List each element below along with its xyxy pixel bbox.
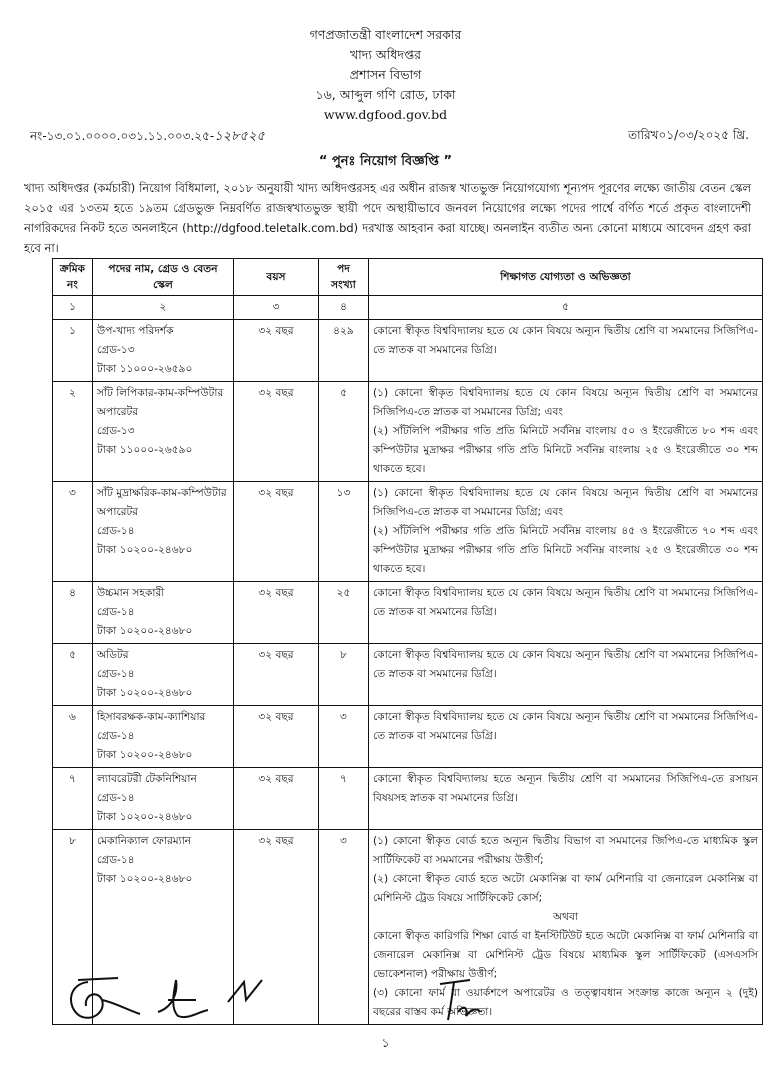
qualification-cell [369,582,763,644]
website: www.dgfood.gov.bd [323,107,448,122]
post-count-cell: ৫ [319,382,369,482]
qualification-line: (১) কোনো স্বীকৃত বিশ্ববিদ্যালয় হতে যে কোন বিষয়ে অন্যূন দ্বিতীয় শ্রেণি বা সমমানের সিজিপিএ-তে স্নাতক বা সমমানের ডিগ্রি; এবং [373,487,758,518]
age-cell: ৩২ বছর [234,644,319,706]
post-grade: গ্রেড-১৩ [97,425,135,437]
post-grade: গ্রেড-১৩ [97,344,135,356]
post-name: অডিটর [97,649,129,661]
age-cell: ৩২ বছর [234,482,319,582]
qualification-line: কোনো স্বীকৃত বিশ্ববিদ্যালয় হতে যে কোন বিষয়ে অন্যূন দ্বিতীয় শ্রেণি বা সমমানের সিজিপিএ-তে স্নাতক বা সমমানের ডিগ্রি। [373,711,758,742]
post-grade: গ্রেড-১৪ [97,730,135,742]
age-cell: ৩২ বছর [234,582,319,644]
post-cell [93,320,234,382]
table-row [53,382,763,482]
post-count-cell: ২৫ [319,582,369,644]
signature-2 [148,972,218,1027]
memo-handwritten-number: ১২৮৫২৫ [214,129,265,144]
post-count-cell: ৪২৯ [319,320,369,382]
qualification-line: কোনো স্বীকৃত বিশ্ববিদ্যালয় হতে অন্যূন দ্বিতীয় শ্রেণি বা সমমানের সিজিপিএ-তে রসায়ন বিষয়সহ স্নাতক বা সমমানের ডিগ্রি। [373,773,758,804]
post-cell [93,382,234,482]
post-name: মেকানিক্যাল ফোরম্যান [97,835,192,847]
post-cell [93,644,234,706]
serial-cell: ১ [53,320,93,382]
serial-cell: ৪ [53,582,93,644]
column-number-row [53,296,763,320]
post-cell [93,482,234,582]
post-pay-scale: টাকা ১০২০০-২৪৬৮০ [97,625,193,637]
post-count-cell: ৩ [319,706,369,768]
post-count-cell: ৩ [319,830,369,1025]
qualification-line: অথবা [552,911,578,923]
qualification-line: (২) সাঁটলিপি পরীক্ষার গতি প্রতি মিনিটে সর্বনিম্ন বাংলায় ৫০ ও ইংরেজীতে ৮০ শব্দ এবং কম্পিউটার মুদ্রাক্ষর পরীক্ষার গতি প্রতি মিনিটে সর্বনিম্ন বাংলায় ২৫ ও ইংরেজীতে ৩০ শব্দ থাকতে হবে। [373,425,758,475]
post-pay-scale: টাকা ১১০০০-২৬৫৯০ [97,363,193,375]
post-pay-scale: টাকা ১০২০০-২৪৬৮০ [97,687,193,699]
post-cell [93,768,234,830]
table-header-row [53,259,763,296]
col-header-post: পদের নাম, গ্রেড ও বেতন স্কেল [93,259,234,296]
qualification-cell [369,644,763,706]
post-name: সাঁট লিপিকার-কাম-কম্পিউটার অপারেটর [97,387,224,418]
col-number: ২ [93,296,234,320]
qualification-cell [369,382,763,482]
intro-paragraph: খাদ্য অধিদপ্তর (কর্মচারী) নিয়োগ বিধিমালা, ২০১৮ অনুযায়ী খাদ্য অধিদপ্তরসহ এর অধীন রাজস্ব খাতভুক্ত নিয়োগযোগ্য শূন্যপদ পূরণের লক্ষ্যে জাতীয় বেতন স্কেল ২০১৫ এর ১৩তম হতে ১৯তম গ্রেডভুক্ত নিম্নবর্ণিত রাজস্বখাতভুক্ত স্থায়ী পদে অস্থায়ীভাবে জনবল নিয়োগের লক্ষ্যে পদের পার্শ্বে বর্ণিত শর্তে প্রকৃত বাংলাদেশী নাগরিকদের নিকট হতে অনলাইনে (http://dgfood.teletalk.com.bd) দরখাস্ত আহবান করা যাচ্ছে। অনলাইন ব্যতীত অন্য কোনো মাধ্যমে আবেদন গ্রহণ করা হবে না। [24,181,751,255]
post-count-cell: ৮ [319,644,369,706]
post-count-cell: ১৩ [319,482,369,582]
vacancy-table [52,258,763,1025]
qualification-cell [369,482,763,582]
qualification-line: কোনো স্বীকৃত বিশ্ববিদ্যালয় হতে যে কোন বিষয়ে অন্যূন দ্বিতীয় শ্রেণি বা সমমানের সিজিপিএ-তে স্নাতক বা সমমানের ডিগ্রি। [373,325,758,356]
qualification-line: (৩) কোনো ফার্ম বা ওয়ার্কশপে অপারেটর ও তত্ত্বাবধান সংক্রান্ত কাজে অন্যূন ২ (দুই) বছরের বাস্তব কর্ম অভিজ্ঞতা। [373,987,758,1018]
qualification-cell [369,320,763,382]
serial-cell: ৩ [53,482,93,582]
post-name: সাঁট মুদ্রাক্ষরিক-কাম-কম্পিউটার অপারেটর [97,487,227,518]
table-row [53,706,763,768]
age-cell: ৩২ বছর [234,320,319,382]
post-pay-scale: টাকা ১০২০০-২৪৬৮০ [97,749,193,761]
post-name: উচ্চমান সহকারী [97,587,165,599]
age-cell: ৩২ বছর [234,382,319,482]
post-name: উপ-খাদ্য পরিদর্শক [97,325,174,337]
age-cell: ৩২ বছর [234,706,319,768]
col-header-qualification: শিক্ষাগত যোগ্যতা ও অভিজ্ঞতা [369,259,763,296]
post-pay-scale: টাকা ১০২০০-২৪৬৮০ [97,811,193,823]
table-row [53,768,763,830]
table-row [53,482,763,582]
post-pay-scale: টাকা ১১০০০-২৬৫৯০ [97,444,193,456]
notice-title: “ পুনঃ নিয়োগ বিজ্ঞপ্তি ” [318,154,453,169]
qualification-line: (১) কোনো স্বীকৃত বোর্ড হতে অন্যূন দ্বিতীয় বিভাগ বা সমমানের জিপিএ-তে মাধ্যমিক স্কুল সার্টিফিকেট বা সমমানের পরীক্ষায় উত্তীর্ণ; [373,835,758,866]
col-header-age: বয়স [234,259,319,296]
post-cell [93,582,234,644]
post-name: হিসাবরক্ষক-কাম-ক্যাশিয়ার [97,711,206,723]
col-header-count: পদ সংখ্যা [319,259,369,296]
post-grade: গ্রেড-১৪ [97,854,135,866]
post-pay-scale: টাকা ১০২০০-২৪৬৮০ [97,544,193,556]
post-grade: গ্রেড-১৪ [97,792,135,804]
post-grade: গ্রেড-১৪ [97,606,135,618]
post-grade: গ্রেড-১৪ [97,525,135,537]
date-prefix: তারিখ [628,128,659,142]
memo-number [30,127,265,148]
post-name: ল্যাবরেটরী টেকনিশিয়ান [97,773,197,785]
age-cell: ৩২ বছর [234,830,319,1025]
serial-cell: ৭ [53,768,93,830]
serial-cell: ৫ [53,644,93,706]
table-row [53,582,763,644]
qualification-line: কোনো স্বীকৃত কারিগরি শিক্ষা বোর্ড বা ইনস্টিটিউট হতে অটো মেকানিক্স বা ফার্ম মেশিনারি বা জেনারেল মেকানিক্স বা মেশিনিস্ট ট্রেড বিষয়ে মাধ্যমিক স্কুল সার্টিফিকেট (এসএসসি ভোকেশনাল) পরীক্ষায় উত্তীর্ণ; [373,930,758,980]
department-name: খাদ্য অধিদপ্তর [349,47,422,62]
qualification-cell [369,830,763,1025]
table-row [53,320,763,382]
post-count-cell: ৭ [319,768,369,830]
col-header-serial: ক্রমিক নং [53,259,93,296]
signature-1 [58,972,148,1027]
qualification-line: কোনো স্বীকৃত বিশ্ববিদ্যালয় হতে যে কোন বিষয়ে অন্যূন দ্বিতীয় শ্রেণি বা সমমানের সিজিপিএ-তে স্নাতক বা সমমানের ডিগ্রি। [373,649,758,680]
post-pay-scale: টাকা ১০২০০-২৪৬৮০ [97,873,193,885]
post-cell [93,706,234,768]
date-value: ০১/০৩/২০২৫ খ্রি. [658,128,749,142]
serial-cell: ৬ [53,706,93,768]
col-number: ১ [53,296,93,320]
qualification-cell [369,768,763,830]
qualification-cell [369,706,763,768]
table-body [53,320,763,1025]
qualification-line: (২) কোনো স্বীকৃত বোর্ড হতে অটো মেকানিক্স বা ফার্ম মেশিনারি বা জেনারেল মেকানিক্স বা মেশিনিস্ট ট্রেড বিষয়ে সার্টিফিকেট কোর্স; [373,873,758,904]
date [628,127,749,147]
signature-4 [430,972,490,1027]
table-row [53,644,763,706]
signature-3 [222,972,272,1012]
division-name: প্রশাসন বিভাগ [349,67,422,82]
qualification-line: (২) সাঁটলিপি পরীক্ষার গতি প্রতি মিনিটে সর্বনিম্ন বাংলায় ৪৫ ও ইংরেজীতে ৭০ শব্দ এবং কম্পিউটার মুদ্রাক্ষর পরীক্ষার গতি প্রতি মিনিটে সর্বনিম্ন বাংলায় ২৫ ও ইংরেজীতে ৩০ শব্দ থাকতে হবে। [373,525,758,575]
col-number: ৫ [369,296,763,320]
page-number: ১ [381,1036,390,1050]
age-cell: ৩২ বছর [234,768,319,830]
memo-prefix: নং-১৩.০১.০০০০.০৩১.১১.০০৩.২৫- [30,129,215,143]
address: ১৬, আব্দুল গণি রোড, ঢাকা [315,87,456,102]
qualification-line: কোনো স্বীকৃত বিশ্ববিদ্যালয় হতে যে কোন বিষয়ে অন্যূন দ্বিতীয় শ্রেণি বা সমমানের সিজিপিএ-তে স্নাতক বা সমমানের ডিগ্রি। [373,587,758,618]
serial-cell: ২ [53,382,93,482]
col-number: ৪ [319,296,369,320]
govt-title: গণপ্রজাতন্ত্রী বাংলাদেশ সরকার [309,27,462,42]
post-grade: গ্রেড-১৪ [97,668,135,680]
qualification-line: (১) কোনো স্বীকৃত বিশ্ববিদ্যালয় হতে যে কোন বিষয়ে অন্যূন দ্বিতীয় শ্রেণি বা সমমানের সিজিপিএ-তে স্নাতক বা সমমানের ডিগ্রি; এবং [373,387,758,418]
serial-cell: ৮ [53,830,93,1025]
col-number: ৩ [234,296,319,320]
